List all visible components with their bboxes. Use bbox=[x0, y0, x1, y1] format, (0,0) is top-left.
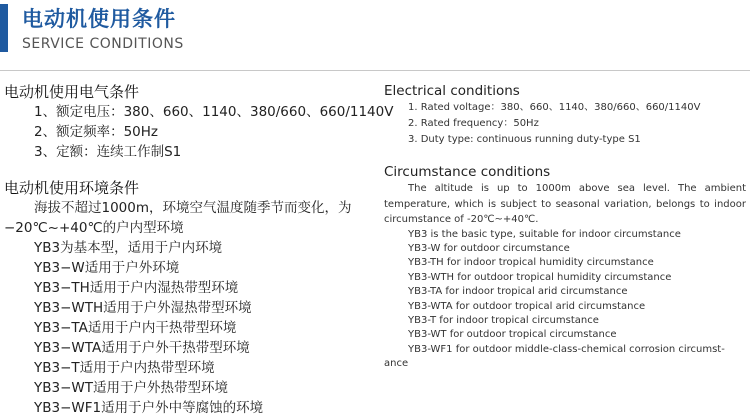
environment-item-cn: YB3−WTH适用于户外湿热带型环境 bbox=[34, 300, 252, 316]
header-accent-bar bbox=[0, 4, 8, 52]
circumstance-item-en-last-continuation: ance bbox=[384, 358, 409, 370]
electrical-item-cn: 2、额定频率：50Hz bbox=[34, 124, 159, 140]
circumstance-item-en: YB3-WTH for outdoor tropical humidity circumstance bbox=[408, 271, 672, 283]
environment-item-cn: YB3−WT适用于户外热带型环境 bbox=[34, 380, 229, 396]
environment-item-cn: YB3−TA适用于户内干热带型环境 bbox=[34, 320, 237, 336]
circumstance-item-en: YB3-WT for outdoor tropical circumstance bbox=[408, 329, 617, 341]
english-column bbox=[384, 82, 746, 372]
chinese-column bbox=[4, 82, 394, 418]
environment-item-cn: YB3−T适用于户内热带型环境 bbox=[34, 360, 215, 376]
electrical-heading-en: Electrical conditions bbox=[384, 83, 520, 99]
environment-item-cn: YB3−WF1适用于户外中等腐蚀的环境 bbox=[34, 400, 264, 416]
environment-item-cn: YB3−W适用于户外环境 bbox=[34, 260, 180, 276]
page-title-english: SERVICE CONDITIONS bbox=[22, 36, 184, 52]
electrical-item-en: 3. Duty type: continuous running duty-type S1 bbox=[408, 134, 641, 145]
circumstance-item-en-last: YB3-WF1 for outdoor middle-class-chemical corrosion circumst- bbox=[408, 343, 725, 355]
electrical-item-en: 2. Rated frequency：50Hz bbox=[408, 118, 539, 129]
electrical-item-cn: 1、额定电压：380、660、1140、380/660、660/1140V bbox=[34, 104, 394, 120]
circumstance-paragraph-en: The altitude is up to 1000m above sea level. The ambient temperature, which is subject to seasonal variation, belongs to indoor circumstance of -20℃~+40℃. bbox=[384, 183, 746, 225]
circumstance-item-en: YB3-WTA for outdoor tropical arid circumstance bbox=[408, 300, 646, 312]
environment-item-cn: YB3−WTA适用于户外干热带型环境 bbox=[34, 340, 250, 356]
header-divider bbox=[0, 70, 750, 71]
environment-heading-cn: 电动机使用环境条件 bbox=[4, 179, 140, 197]
environment-paragraph-cn: 海拔不超过1000m，环境空气温度随季节而变化，为−20℃~+40℃的户内型环境 bbox=[4, 200, 352, 236]
circumstance-item-en: YB3-TH for indoor tropical humidity circumstance bbox=[408, 257, 654, 269]
electrical-heading-cn: 电动机使用电气条件 bbox=[4, 83, 140, 101]
circumstance-item-en: YB3-TA for indoor tropical arid circumstance bbox=[408, 286, 628, 298]
environment-item-cn: YB3−TH适用于户内湿热带型环境 bbox=[34, 280, 239, 296]
circumstance-item-en: YB3-W for outdoor circumstance bbox=[408, 242, 570, 254]
electrical-item-cn: 3、定额：连续工作制S1 bbox=[34, 144, 182, 160]
page-title-chinese: 电动机使用条件 bbox=[22, 7, 176, 31]
environment-item-cn: YB3为基本型，适用于户内环境 bbox=[34, 240, 223, 256]
circumstance-item-en: YB3-T for indoor tropical circumstance bbox=[408, 314, 599, 326]
circumstance-heading-en: Circumstance conditions bbox=[384, 164, 551, 180]
circumstance-item-en: YB3 is the basic type, suitable for indoor circumstance bbox=[408, 228, 681, 240]
electrical-item-en: 1. Rated voltage：380、660、1140、380/660、660/1140V bbox=[408, 102, 701, 113]
